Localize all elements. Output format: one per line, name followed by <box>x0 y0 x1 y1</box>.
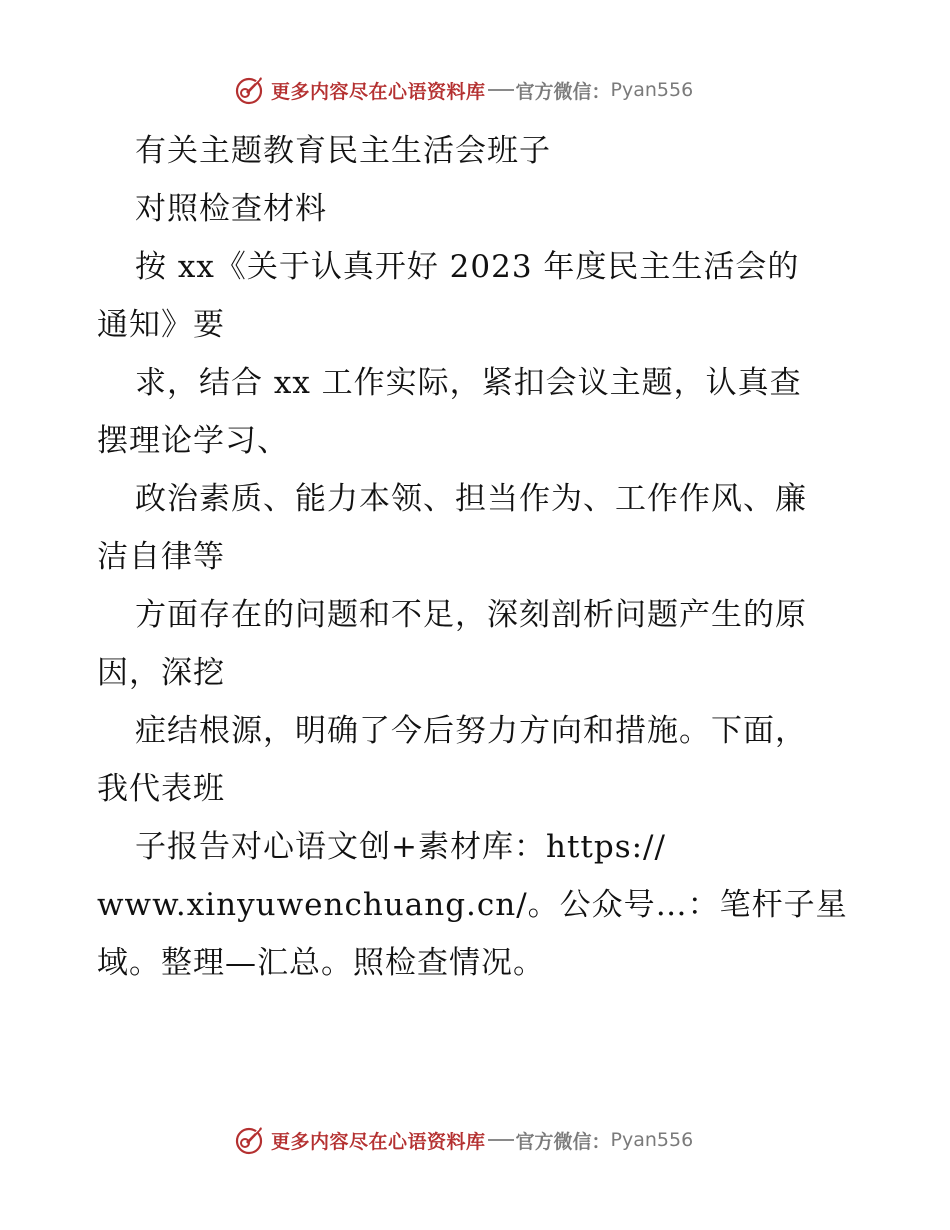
doc-line: 症结根源，明确了今后努力方向和措施。下面， <box>135 713 807 749</box>
watermark-contact-id: Pyan556 <box>610 1129 694 1151</box>
doc-line: 求，结合 xx 工作实际，紧扣会议主题，认真查 <box>135 365 802 401</box>
quill-pen-logo-icon <box>233 1124 265 1156</box>
doc-line: 政治素质、能力本领、担当作为、工作作风、廉 <box>135 481 807 517</box>
doc-line-title-2: 对照检查材料 <box>135 191 327 227</box>
doc-line: 摆理论学习、 <box>97 423 289 459</box>
watermark-dash <box>488 89 514 91</box>
doc-line: 按 xx《关于认真开好 2023 年度民主生活会的 <box>135 249 800 285</box>
doc-line: 方面存在的问题和不足，深刻剖析问题产生的原 <box>135 597 807 633</box>
doc-line-title-1: 有关主题教育民主生活会班子 <box>135 133 551 169</box>
footer-watermark <box>233 1123 693 1157</box>
watermark-brand: 更多内容尽在心语资料库 <box>271 1130 486 1153</box>
watermark-contact-label: 官方微信： <box>515 80 611 103</box>
doc-line: 因，深挖 <box>97 655 225 691</box>
document-body <box>97 122 857 992</box>
watermark-contact-label: 官方微信： <box>515 1130 611 1153</box>
doc-line: 通知》要 <box>97 307 225 343</box>
watermark-brand: 更多内容尽在心语资料库 <box>271 80 486 103</box>
doc-line-url: www.xinyuwenchuang.cn/。公众号…：笔杆子星 <box>97 887 848 923</box>
doc-line: 子报告对心语文创+素材库：https:// <box>135 829 666 865</box>
watermark-contact-id: Pyan556 <box>610 79 694 101</box>
header-watermark <box>233 73 693 107</box>
doc-line: 我代表班 <box>97 771 225 807</box>
quill-pen-logo-icon <box>233 74 265 106</box>
doc-line: 域。整理—汇总。照检查情况。 <box>97 945 545 981</box>
doc-line: 洁自律等 <box>97 539 225 575</box>
watermark-dash <box>488 1139 514 1141</box>
